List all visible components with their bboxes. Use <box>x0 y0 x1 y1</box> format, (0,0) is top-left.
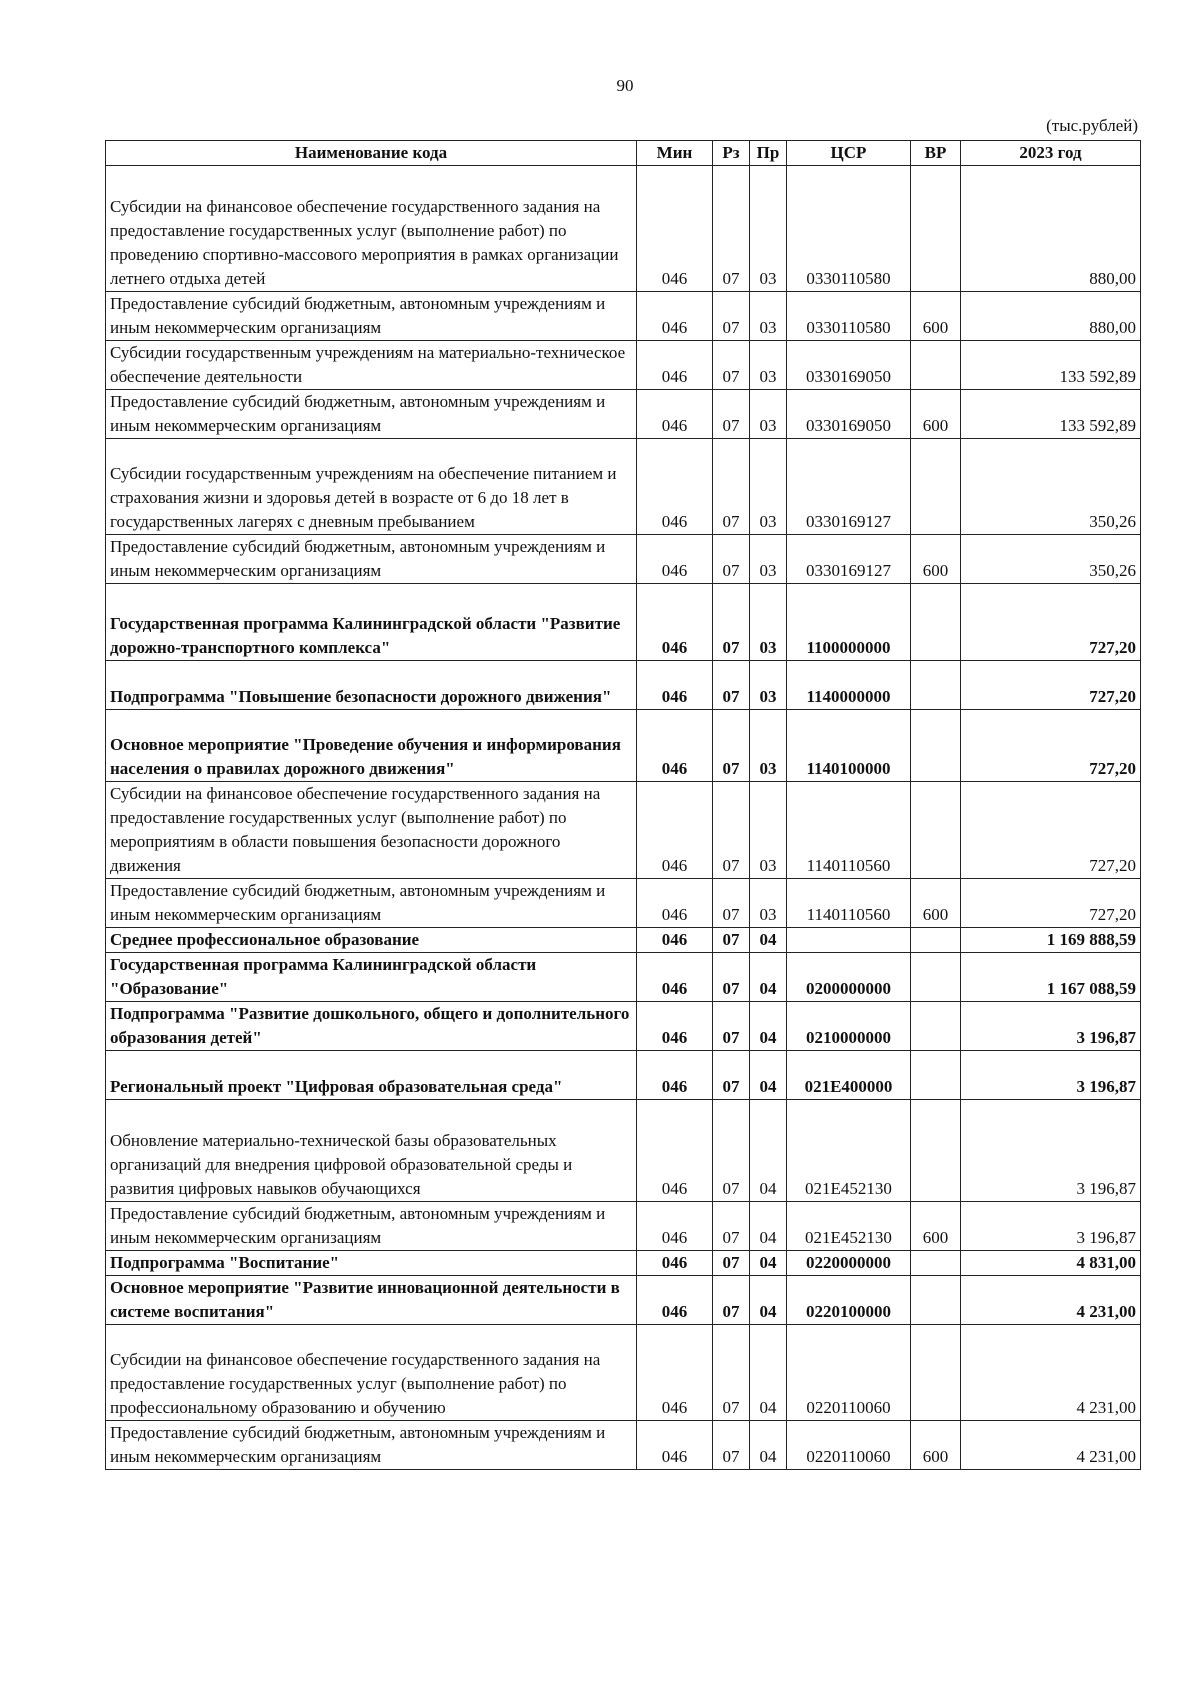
row-csr: 0220000000 <box>787 1251 911 1276</box>
row-pr: 04 <box>750 1202 787 1251</box>
row-csr: 1140100000 <box>787 710 911 782</box>
row-min: 046 <box>637 782 713 879</box>
row-pr: 04 <box>750 928 787 953</box>
header-year: 2023 год <box>961 141 1141 166</box>
budget-table <box>105 140 1141 1470</box>
row-rz: 07 <box>713 710 750 782</box>
row-csr: 1140000000 <box>787 661 911 710</box>
row-vr <box>911 1325 961 1421</box>
row-min: 046 <box>637 1100 713 1202</box>
row-name: Предоставление субсидий бюджетным, автономным учреждениям и иным некоммерческим организациям <box>106 1421 637 1470</box>
row-name: Основное мероприятие "Проведение обучения и информирования населения о правилах дорожного движения" <box>106 710 637 782</box>
row-vr <box>911 1276 961 1325</box>
row-name: Субсидии государственным учреждениям на обеспечение питанием и страхования жизни и здоровья детей в возрасте от 6 до 18 лет в государственных лагерях с дневным пребыванием <box>106 439 637 535</box>
row-pr: 04 <box>750 1276 787 1325</box>
row-amount: 1 167 088,59 <box>961 953 1141 1002</box>
row-csr: 0330169050 <box>787 390 911 439</box>
row-csr: 1140110560 <box>787 879 911 928</box>
row-csr: 0200000000 <box>787 953 911 1002</box>
row-name: Субсидии на финансовое обеспечение государственного задания на предоставление государственных услуг (выполнение работ) по профессиональному образованию и обучению <box>106 1325 637 1421</box>
row-min: 046 <box>637 1276 713 1325</box>
row-pr: 03 <box>750 584 787 661</box>
row-name: Предоставление субсидий бюджетным, автономным учреждениям и иным некоммерческим организациям <box>106 1202 637 1251</box>
row-vr <box>911 1051 961 1100</box>
table-body <box>106 166 1141 1470</box>
table-row <box>106 1325 1141 1421</box>
row-name: Субсидии на финансовое обеспечение государственного задания на предоставление государственных услуг (выполнение работ) по мероприятиям в области повышения безопасности дорожного движения <box>106 782 637 879</box>
row-pr: 04 <box>750 1251 787 1276</box>
row-min: 046 <box>637 292 713 341</box>
header-vr: ВР <box>911 141 961 166</box>
row-amount: 4 231,00 <box>961 1325 1141 1421</box>
row-min: 046 <box>637 535 713 584</box>
row-vr <box>911 1100 961 1202</box>
table-row <box>106 535 1141 584</box>
row-pr: 03 <box>750 661 787 710</box>
row-pr: 04 <box>750 1421 787 1470</box>
table-row <box>106 928 1141 953</box>
row-min: 046 <box>637 439 713 535</box>
row-min: 046 <box>637 1202 713 1251</box>
table-row <box>106 1100 1141 1202</box>
table-row <box>106 879 1141 928</box>
row-csr: 021E452130 <box>787 1100 911 1202</box>
row-rz: 07 <box>713 584 750 661</box>
row-name: Предоставление субсидий бюджетным, автономным учреждениям и иным некоммерческим организациям <box>106 535 637 584</box>
row-csr: 0220110060 <box>787 1421 911 1470</box>
row-amount: 133 592,89 <box>961 341 1141 390</box>
row-min: 046 <box>637 1002 713 1051</box>
row-rz: 07 <box>713 292 750 341</box>
row-pr: 03 <box>750 439 787 535</box>
row-pr: 03 <box>750 535 787 584</box>
row-min: 046 <box>637 1325 713 1421</box>
table-header-row <box>106 141 1141 166</box>
table-row <box>106 1202 1141 1251</box>
row-csr: 1100000000 <box>787 584 911 661</box>
row-vr: 600 <box>911 1421 961 1470</box>
row-rz: 07 <box>713 953 750 1002</box>
table-row <box>106 390 1141 439</box>
table-row <box>106 584 1141 661</box>
row-vr: 600 <box>911 1202 961 1251</box>
row-amount: 4 231,00 <box>961 1421 1141 1470</box>
row-amount: 350,26 <box>961 439 1141 535</box>
row-name: Подпрограмма "Воспитание" <box>106 1251 637 1276</box>
row-min: 046 <box>637 953 713 1002</box>
row-min: 046 <box>637 390 713 439</box>
row-amount: 727,20 <box>961 879 1141 928</box>
row-amount: 880,00 <box>961 292 1141 341</box>
row-vr <box>911 341 961 390</box>
row-min: 046 <box>637 341 713 390</box>
row-rz: 07 <box>713 928 750 953</box>
row-pr: 03 <box>750 879 787 928</box>
row-rz: 07 <box>713 1100 750 1202</box>
row-min: 046 <box>637 1051 713 1100</box>
row-pr: 03 <box>750 710 787 782</box>
row-csr: 0330110580 <box>787 292 911 341</box>
row-vr <box>911 1251 961 1276</box>
row-min: 046 <box>637 1251 713 1276</box>
row-amount: 4 831,00 <box>961 1251 1141 1276</box>
row-rz: 07 <box>713 166 750 292</box>
row-csr: 0210000000 <box>787 1002 911 1051</box>
row-amount: 727,20 <box>961 782 1141 879</box>
row-vr <box>911 584 961 661</box>
row-rz: 07 <box>713 1051 750 1100</box>
row-rz: 07 <box>713 390 750 439</box>
row-min: 046 <box>637 584 713 661</box>
row-vr <box>911 928 961 953</box>
row-min: 046 <box>637 879 713 928</box>
row-amount: 3 196,87 <box>961 1100 1141 1202</box>
row-pr: 04 <box>750 1051 787 1100</box>
row-csr: 0330169127 <box>787 439 911 535</box>
row-csr <box>787 928 911 953</box>
table-row <box>106 439 1141 535</box>
row-rz: 07 <box>713 1421 750 1470</box>
row-rz: 07 <box>713 782 750 879</box>
row-name: Подпрограмма "Повышение безопасности дорожного движения" <box>106 661 637 710</box>
row-name: Государственная программа Калининградской области "Развитие дорожно-транспортного комплекса" <box>106 584 637 661</box>
row-name: Предоставление субсидий бюджетным, автономным учреждениям и иным некоммерческим организациям <box>106 390 637 439</box>
table-row <box>106 1051 1141 1100</box>
row-name: Обновление материально-технической базы образовательных организаций для внедрения цифровой образовательной среды и развития цифровых навыков обучающихся <box>106 1100 637 1202</box>
row-rz: 07 <box>713 661 750 710</box>
table-row <box>106 341 1141 390</box>
row-vr <box>911 661 961 710</box>
row-vr <box>911 953 961 1002</box>
row-pr: 03 <box>750 292 787 341</box>
table-row <box>106 1002 1141 1051</box>
table-row <box>106 953 1141 1002</box>
row-amount: 1 169 888,59 <box>961 928 1141 953</box>
header-pr: Пр <box>750 141 787 166</box>
row-amount: 727,20 <box>961 584 1141 661</box>
table-row <box>106 1276 1141 1325</box>
table-row <box>106 661 1141 710</box>
row-amount: 133 592,89 <box>961 390 1141 439</box>
row-vr <box>911 782 961 879</box>
row-pr: 03 <box>750 390 787 439</box>
row-vr: 600 <box>911 390 961 439</box>
row-rz: 07 <box>713 439 750 535</box>
row-amount: 727,20 <box>961 661 1141 710</box>
row-amount: 3 196,87 <box>961 1202 1141 1251</box>
row-pr: 03 <box>750 341 787 390</box>
row-pr: 04 <box>750 1002 787 1051</box>
table-row <box>106 782 1141 879</box>
row-amount: 3 196,87 <box>961 1051 1141 1100</box>
row-min: 046 <box>637 166 713 292</box>
row-name: Подпрограмма "Развитие дошкольного, общего и дополнительного образования детей" <box>106 1002 637 1051</box>
row-pr: 03 <box>750 782 787 879</box>
row-amount: 727,20 <box>961 710 1141 782</box>
table-row <box>106 1251 1141 1276</box>
row-name: Субсидии государственным учреждениям на материально-техническое обеспечение деятельности <box>106 341 637 390</box>
header-csr: ЦСР <box>787 141 911 166</box>
row-vr <box>911 166 961 292</box>
row-min: 046 <box>637 710 713 782</box>
row-csr: 0220110060 <box>787 1325 911 1421</box>
row-vr <box>911 439 961 535</box>
page-number: 90 <box>616 76 634 95</box>
row-csr: 0330110580 <box>787 166 911 292</box>
row-vr: 600 <box>911 292 961 341</box>
row-min: 046 <box>637 1421 713 1470</box>
table-row <box>106 1421 1141 1470</box>
units-label: (тыс.рублей) <box>1046 116 1138 135</box>
row-rz: 07 <box>713 341 750 390</box>
row-name: Региональный проект "Цифровая образовательная среда" <box>106 1051 637 1100</box>
row-rz: 07 <box>713 879 750 928</box>
table-row <box>106 292 1141 341</box>
table-row <box>106 710 1141 782</box>
row-name: Основное мероприятие "Развитие инновационной деятельности в системе воспитания" <box>106 1276 637 1325</box>
row-pr: 03 <box>750 166 787 292</box>
row-csr: 0330169127 <box>787 535 911 584</box>
row-min: 046 <box>637 661 713 710</box>
row-amount: 4 231,00 <box>961 1276 1141 1325</box>
row-csr: 021E400000 <box>787 1051 911 1100</box>
row-rz: 07 <box>713 1325 750 1421</box>
row-amount: 880,00 <box>961 166 1141 292</box>
row-rz: 07 <box>713 1251 750 1276</box>
row-rz: 07 <box>713 1002 750 1051</box>
row-amount: 3 196,87 <box>961 1002 1141 1051</box>
row-csr: 1140110560 <box>787 782 911 879</box>
row-csr: 0330169050 <box>787 341 911 390</box>
row-name: Предоставление субсидий бюджетным, автономным учреждениям и иным некоммерческим организациям <box>106 292 637 341</box>
row-name: Предоставление субсидий бюджетным, автономным учреждениям и иным некоммерческим организациям <box>106 879 637 928</box>
row-rz: 07 <box>713 1276 750 1325</box>
row-rz: 07 <box>713 1202 750 1251</box>
row-rz: 07 <box>713 535 750 584</box>
row-csr: 021E452130 <box>787 1202 911 1251</box>
row-name: Среднее профессиональное образование <box>106 928 637 953</box>
row-vr <box>911 710 961 782</box>
row-name: Государственная программа Калининградской области "Образование" <box>106 953 637 1002</box>
header-name: Наименование кода <box>106 141 637 166</box>
header-min: Мин <box>637 141 713 166</box>
row-csr: 0220100000 <box>787 1276 911 1325</box>
row-vr <box>911 1002 961 1051</box>
row-vr: 600 <box>911 879 961 928</box>
row-min: 046 <box>637 928 713 953</box>
row-pr: 04 <box>750 1325 787 1421</box>
header-rz: Рз <box>713 141 750 166</box>
row-vr: 600 <box>911 535 961 584</box>
row-pr: 04 <box>750 1100 787 1202</box>
row-name: Субсидии на финансовое обеспечение государственного задания на предоставление государственных услуг (выполнение работ) по проведению спортивно-массового мероприятия в рамках организации летнего отдыха детей <box>106 166 637 292</box>
row-pr: 04 <box>750 953 787 1002</box>
table-row <box>106 166 1141 292</box>
row-amount: 350,26 <box>961 535 1141 584</box>
